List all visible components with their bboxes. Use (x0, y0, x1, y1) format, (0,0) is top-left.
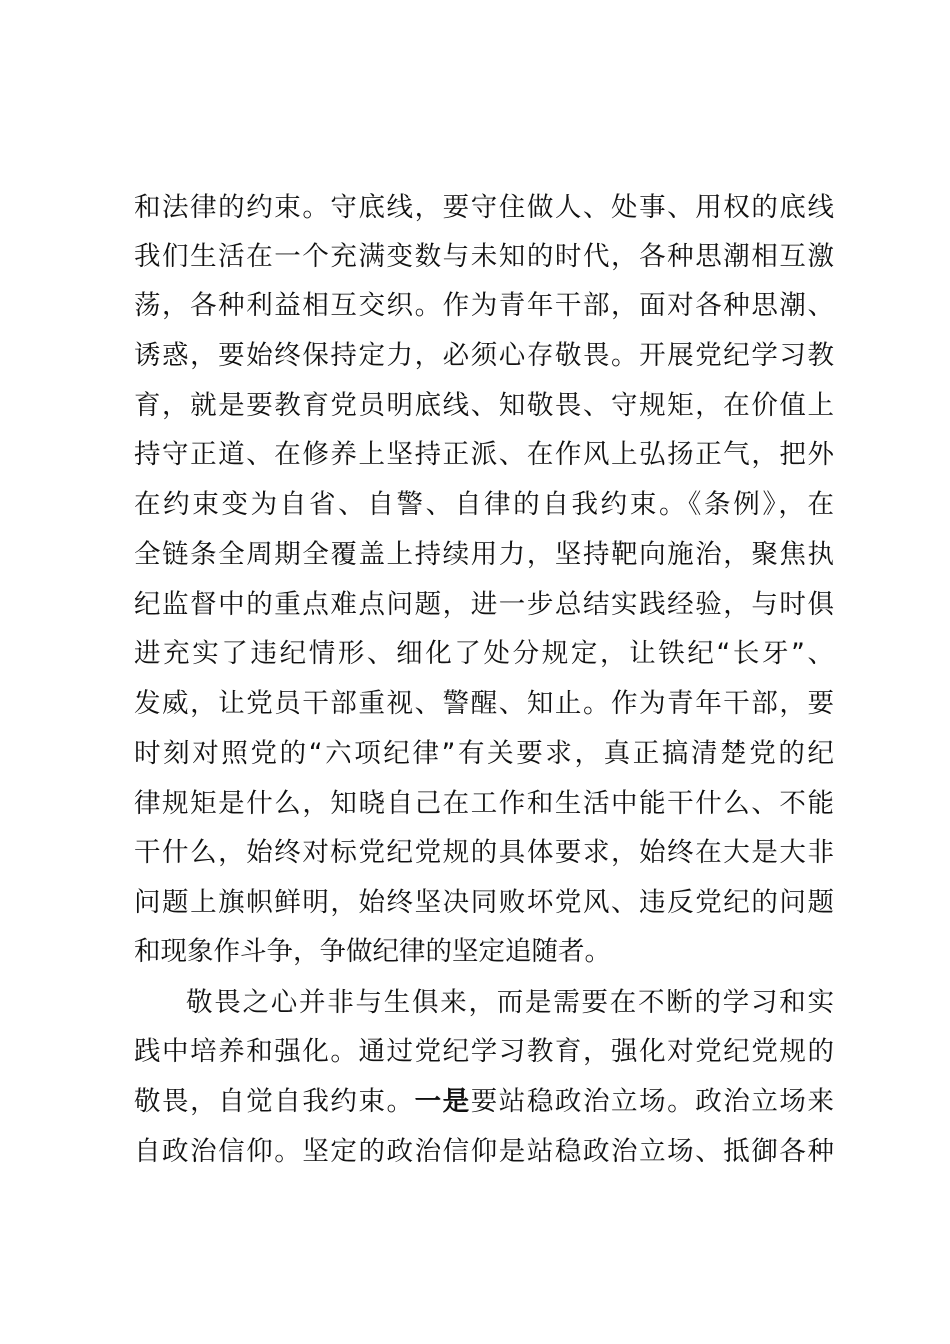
text-line: 践中培养和强化。通过党纪学习教育，强化对党纪党规的 (134, 1036, 834, 1067)
text-line: 纪监督中的重点难点问题，进一步总结实践经验，与时俱 (134, 589, 834, 620)
text-line: 在约束变为自省、自警、自律的自我约束。《条例》，在 (134, 489, 834, 520)
text-line: 持守正道、在修养上坚持正派、在作风上弘扬正气，把外 (134, 439, 834, 470)
text-line: 发威，让党员干部重视、警醒、知止。作为青年干部，要 (134, 688, 834, 719)
text-line-with-emphasis (134, 1085, 834, 1119)
text-segment: 要站稳政治立场。政治立场来 (470, 1086, 834, 1117)
text-line: 进充实了违纪情形、细化了处分规定，让铁纪“长牙”、 (134, 638, 834, 669)
text-line: 荡，各种利益相互交织。作为青年干部，面对各种思潮、 (134, 290, 834, 321)
text-line: 和法律的约束。守底线，要守住做人、处事、用权的底线 (134, 192, 834, 223)
text-line: 干什么，始终对标党纪党规的具体要求，始终在大是大非 (134, 837, 834, 868)
text-line: 时刻对照党的“六项纪律”有关要求，真正搞清楚党的纪 (134, 738, 834, 769)
text-line: 我们生活在一个充满变数与未知的时代，各种思潮相互激 (134, 241, 834, 272)
text-line: 诱惑，要始终保持定力，必须心存敬畏。开展党纪学习教 (134, 340, 834, 371)
text-line: 自政治信仰。坚定的政治信仰是站稳政治立场、抵御各种 (134, 1136, 834, 1167)
emphasis-first-point: 一是 (414, 1086, 471, 1117)
paragraph-start-line: 敬畏之心并非与生俱来，而是需要在不断的学习和实 (186, 987, 834, 1018)
text-line: 育，就是要教育党员明底线、知敬畏、守规矩，在价值上 (134, 390, 834, 421)
text-line: 问题上旗帜鲜明，始终坚决同败坏党风、违反党纪的问题 (134, 887, 834, 918)
text-line: 律规矩是什么，知晓自己在工作和生活中能干什么、不能 (134, 788, 834, 819)
paragraph-end-line: 和现象作斗争，争做纪律的坚定追随者。 (134, 936, 611, 967)
text-line: 全链条全周期全覆盖上持续用力，坚持靶向施治，聚焦执 (134, 539, 834, 570)
text-segment: 敬畏，自觉自我约束。 (134, 1086, 415, 1117)
